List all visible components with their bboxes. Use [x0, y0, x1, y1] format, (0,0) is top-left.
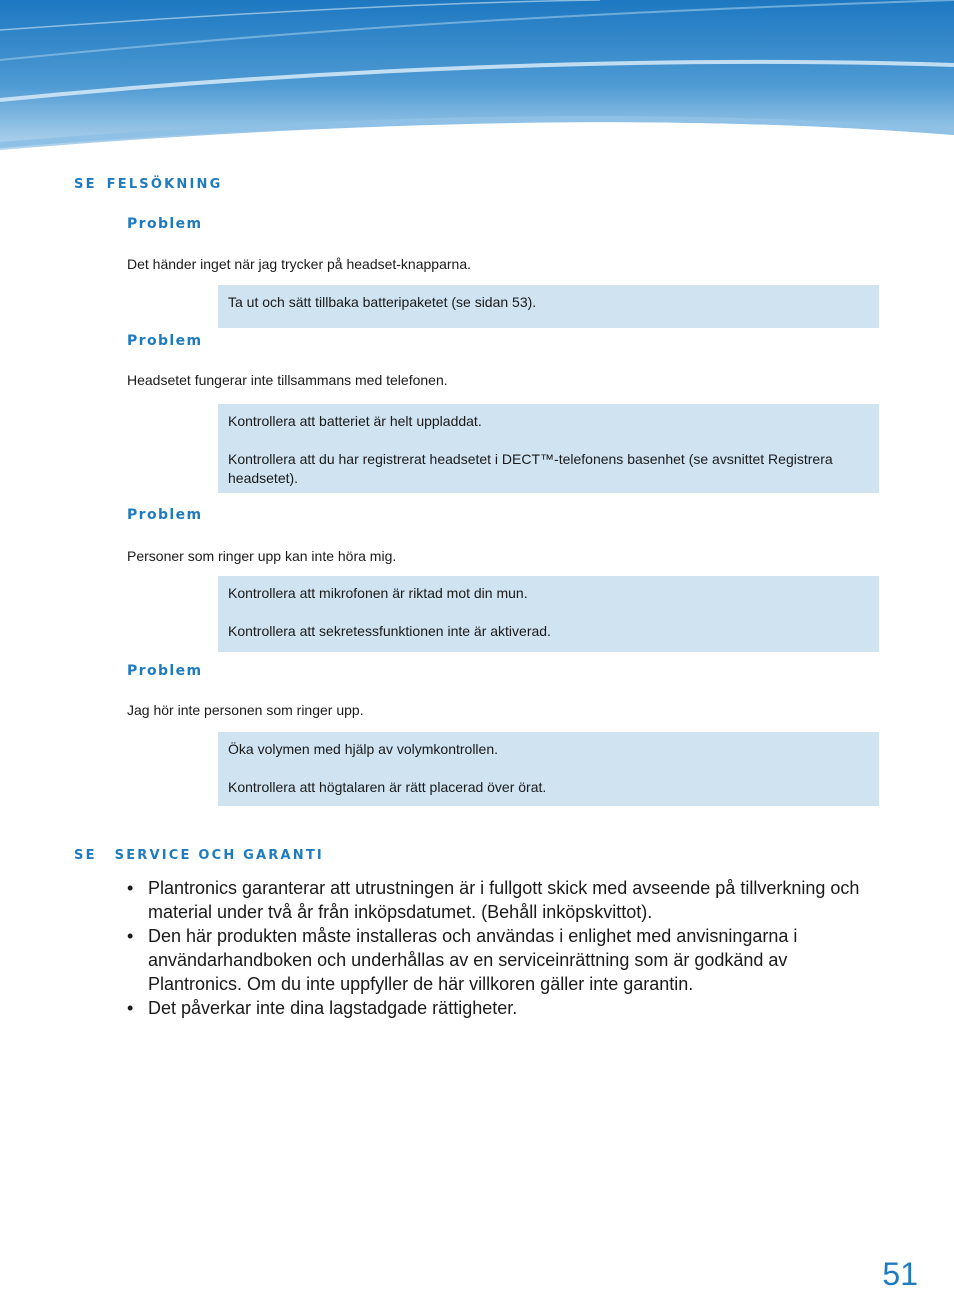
- solution-text: Kontrollera att du har registrerat headsetet i DECT™-telefonens basenhet (se avsnittet Registrera headsetet).: [228, 451, 833, 486]
- problem-label: Problem: [127, 663, 203, 679]
- section-title: SERVICE OCH GARANTI: [114, 848, 324, 863]
- header-swoosh-graphic: [0, 0, 954, 190]
- bullet: •: [127, 998, 134, 1018]
- solution-text: Kontrollera att sekretessfunktionen inte är aktiverad.: [228, 623, 551, 639]
- list-item: [127, 924, 872, 996]
- problem-label: Problem: [127, 216, 203, 232]
- list-item-text: Den här produkten måste installeras och användas i enlighet med anvisningarna i användarhandboken och underhållas av en serviceinrättning som är godkänd av Plantronics. Om du inte uppfyller de här villkoren gäller inte garantin.: [148, 926, 798, 994]
- problem-description: Headsetet fungerar inte tillsammans med telefonen.: [127, 372, 448, 388]
- section-heading-warranty: [74, 848, 324, 863]
- problem-label: Problem: [127, 333, 203, 349]
- solution-text: Ta ut och sätt tillbaka batteripaketet (se sidan 53).: [228, 294, 537, 310]
- problem-description: Jag hör inte personen som ringer upp.: [127, 702, 364, 718]
- solution-box: [218, 576, 879, 652]
- solution-text: Öka volymen med hjälp av volymkontrollen.: [228, 741, 499, 757]
- bullet: •: [127, 878, 134, 898]
- list-item: [127, 996, 872, 1020]
- section-heading-troubleshooting: [74, 177, 222, 192]
- list-item-text: Det påverkar inte dina lagstadgade rättigheter.: [148, 998, 518, 1018]
- solution-text: Kontrollera att batteriet är helt uppladdat.: [228, 413, 482, 429]
- solution-box: [218, 404, 879, 493]
- language-code: SE: [74, 848, 97, 863]
- warranty-list: [127, 876, 872, 1020]
- solution-text: Kontrollera att mikrofonen är riktad mot din mun.: [228, 585, 528, 601]
- section-title: FELSÖKNING: [106, 177, 223, 192]
- problem-description: Det händer inget när jag trycker på headset-knapparna.: [127, 256, 471, 272]
- bullet: •: [127, 926, 134, 946]
- language-code: SE: [74, 177, 97, 192]
- solution-text: Kontrollera att högtalaren är rätt placerad över örat.: [228, 779, 547, 795]
- problem-description: Personer som ringer upp kan inte höra mig.: [127, 548, 397, 564]
- list-item-text: Plantronics garanterar att utrustningen är i fullgott skick med avseende på tillverkning och material under två år från inköpsdatumet. (Behåll inköpskvittot).: [148, 878, 860, 922]
- page-number: 51: [882, 1256, 918, 1292]
- problem-label: Problem: [127, 507, 203, 523]
- list-item: [127, 876, 872, 924]
- solution-box: [218, 732, 879, 806]
- solution-box: [218, 285, 879, 328]
